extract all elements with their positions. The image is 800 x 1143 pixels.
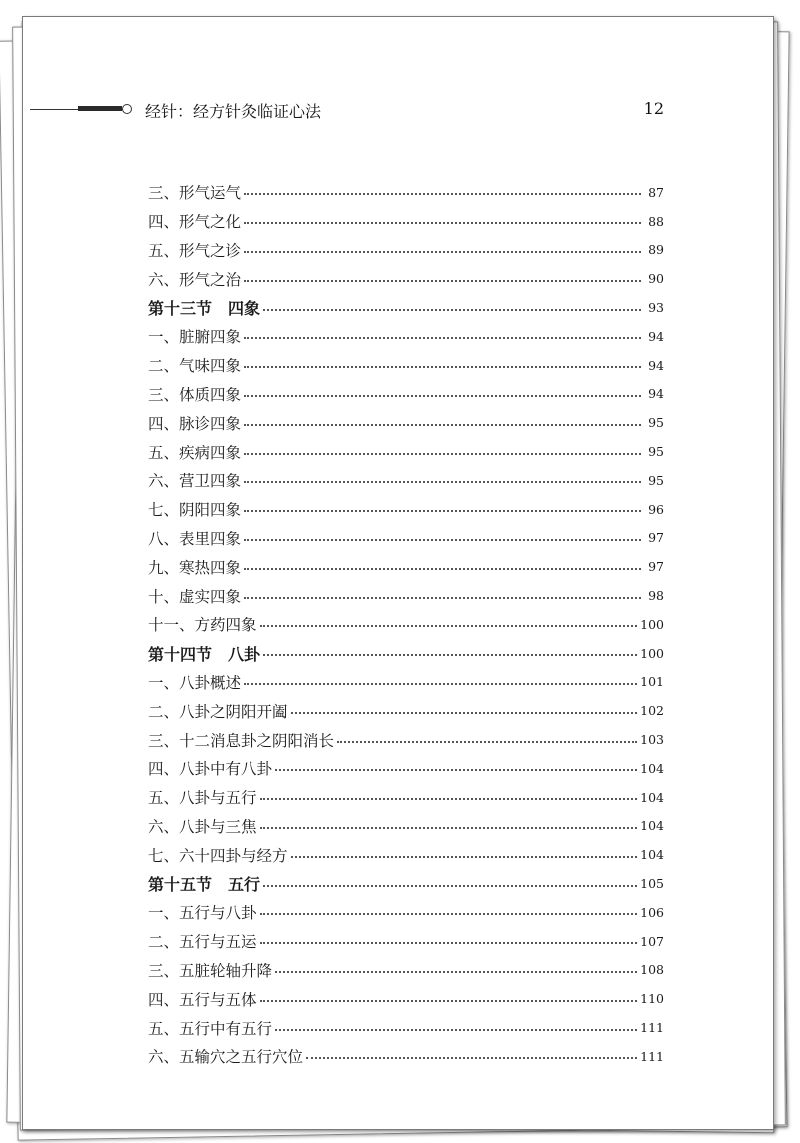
toc-entry-page: 98 bbox=[648, 588, 664, 604]
toc-entry-page: 94 bbox=[648, 357, 664, 373]
toc-leader-dots bbox=[244, 539, 641, 541]
toc-entry[interactable] bbox=[148, 840, 664, 869]
toc-entry-label: 五、八卦与五行 bbox=[148, 789, 257, 808]
toc-entry[interactable] bbox=[148, 178, 664, 207]
toc-leader-dots bbox=[244, 597, 641, 599]
toc-entry-label: 第十三节 四象 bbox=[148, 299, 261, 319]
toc-entry-label: 十一、方药四象 bbox=[148, 616, 257, 635]
table-of-contents bbox=[148, 178, 664, 1071]
toc-entry-page: 88 bbox=[648, 213, 664, 229]
toc-entry[interactable] bbox=[148, 322, 664, 351]
toc-entry-label: 二、气味四象 bbox=[148, 357, 242, 376]
running-header-title: 经针：经方针灸临证心法 bbox=[145, 102, 322, 121]
toc-leader-dots bbox=[260, 827, 638, 829]
toc-entry-label: 第十五节 五行 bbox=[148, 875, 261, 895]
toc-entry-page: 110 bbox=[640, 991, 664, 1007]
toc-entry-page: 95 bbox=[648, 415, 664, 431]
toc-entry-page: 87 bbox=[648, 184, 664, 200]
toc-leader-dots bbox=[244, 683, 637, 685]
toc-entry-page: 97 bbox=[648, 559, 664, 575]
toc-entry[interactable] bbox=[148, 725, 664, 754]
toc-entry[interactable] bbox=[148, 466, 664, 495]
toc-entry[interactable] bbox=[148, 552, 664, 581]
toc-entry-page: 111 bbox=[640, 1048, 664, 1064]
toc-entry[interactable] bbox=[148, 581, 664, 610]
toc-entry-page: 107 bbox=[640, 933, 664, 949]
toc-leader-dots bbox=[260, 913, 638, 915]
toc-section-entry[interactable] bbox=[148, 869, 664, 898]
toc-entry-label: 六、形气之治 bbox=[148, 270, 242, 289]
toc-entry-page: 90 bbox=[648, 271, 664, 287]
toc-leader-dots bbox=[244, 424, 641, 426]
toc-entry-page: 100 bbox=[640, 616, 664, 632]
toc-leader-dots bbox=[244, 251, 641, 253]
toc-entry[interactable] bbox=[148, 927, 664, 956]
toc-entry[interactable] bbox=[148, 524, 664, 553]
toc-leader-dots bbox=[244, 453, 641, 455]
toc-entry-label: 一、脏腑四象 bbox=[148, 328, 242, 347]
toc-leader-dots bbox=[263, 885, 637, 887]
toc-leader-dots bbox=[244, 337, 641, 339]
toc-leader-dots bbox=[260, 625, 638, 627]
toc-leader-dots bbox=[291, 712, 638, 714]
toc-entry-label: 三、十二消息卦之阴阳消长 bbox=[148, 731, 335, 750]
toc-section-entry[interactable] bbox=[148, 639, 664, 668]
toc-leader-dots bbox=[260, 1000, 638, 1002]
toc-entry[interactable] bbox=[148, 495, 664, 524]
toc-entry[interactable] bbox=[148, 380, 664, 409]
toc-entry-page: 106 bbox=[640, 904, 664, 920]
toc-entry-page: 103 bbox=[640, 732, 664, 748]
toc-entry-label: 十、虚实四象 bbox=[148, 587, 242, 606]
toc-entry-label: 七、六十四卦与经方 bbox=[148, 846, 288, 865]
toc-entry-label: 九、寒热四象 bbox=[148, 558, 242, 577]
toc-entry[interactable] bbox=[148, 984, 664, 1013]
toc-entry[interactable] bbox=[148, 351, 664, 380]
toc-entry[interactable] bbox=[148, 812, 664, 841]
toc-entry-label: 五、五行中有五行 bbox=[148, 1019, 273, 1038]
toc-entry[interactable] bbox=[148, 1013, 664, 1042]
toc-entry-page: 104 bbox=[640, 789, 664, 805]
toc-entry-label: 四、八卦中有八卦 bbox=[148, 760, 273, 779]
toc-entry-page: 96 bbox=[648, 501, 664, 517]
toc-leader-dots bbox=[260, 798, 638, 800]
toc-entry[interactable] bbox=[148, 437, 664, 466]
toc-entry-page: 95 bbox=[648, 472, 664, 488]
header-needle-icon bbox=[78, 106, 122, 111]
toc-leader-dots bbox=[244, 366, 641, 368]
toc-entry[interactable] bbox=[148, 264, 664, 293]
toc-entry[interactable] bbox=[148, 668, 664, 697]
toc-leader-dots bbox=[244, 193, 641, 195]
toc-leader-dots bbox=[244, 222, 641, 224]
toc-leader-dots bbox=[263, 309, 641, 311]
toc-leader-dots bbox=[275, 1029, 637, 1031]
toc-entry-page: 100 bbox=[640, 645, 664, 661]
toc-leader-dots bbox=[263, 654, 637, 656]
toc-entry-label: 四、五行与五体 bbox=[148, 990, 257, 1009]
toc-entry[interactable] bbox=[148, 783, 664, 812]
toc-leader-dots bbox=[244, 510, 641, 512]
toc-entry-page: 104 bbox=[640, 760, 664, 776]
toc-entry-page: 108 bbox=[640, 962, 664, 978]
toc-entry-page: 111 bbox=[640, 1020, 664, 1035]
toc-entry-page: 95 bbox=[648, 444, 664, 460]
toc-entry[interactable] bbox=[148, 956, 664, 985]
toc-leader-dots bbox=[244, 395, 641, 397]
toc-entry[interactable] bbox=[148, 207, 664, 236]
toc-entry-label: 第十四节 八卦 bbox=[148, 644, 261, 664]
toc-entry[interactable] bbox=[148, 898, 664, 927]
toc-entry[interactable] bbox=[148, 696, 664, 725]
toc-entry-page: 104 bbox=[640, 818, 664, 834]
toc-entry[interactable] bbox=[148, 610, 664, 639]
toc-leader-dots bbox=[244, 280, 641, 282]
page-number: 12 bbox=[643, 99, 664, 118]
toc-entry-label: 六、八卦与三焦 bbox=[148, 817, 257, 836]
toc-entry-label: 三、五脏轮轴升降 bbox=[148, 961, 273, 980]
toc-entry-label: 六、五输穴之五行穴位 bbox=[148, 1048, 304, 1067]
toc-section-entry[interactable] bbox=[148, 293, 664, 322]
toc-entry-label: 五、形气之诊 bbox=[148, 241, 242, 260]
toc-leader-dots bbox=[291, 856, 638, 858]
toc-entry-label: 三、体质四象 bbox=[148, 385, 242, 404]
toc-entry-label: 三、形气运气 bbox=[148, 184, 242, 203]
toc-entry-label: 八、表里四象 bbox=[148, 529, 242, 548]
toc-entry-page: 104 bbox=[640, 847, 664, 863]
toc-entry-page: 93 bbox=[648, 300, 664, 316]
toc-leader-dots bbox=[306, 1057, 637, 1059]
toc-leader-dots bbox=[260, 942, 638, 944]
toc-entry[interactable] bbox=[148, 408, 664, 437]
toc-entry-page: 105 bbox=[640, 876, 664, 892]
toc-entry-label: 四、脉诊四象 bbox=[148, 414, 242, 433]
toc-entry-label: 一、八卦概述 bbox=[148, 673, 242, 692]
toc-entry[interactable] bbox=[148, 1042, 664, 1071]
toc-entry-page: 102 bbox=[640, 703, 664, 719]
toc-leader-dots bbox=[244, 481, 641, 483]
toc-entry[interactable] bbox=[148, 754, 664, 783]
toc-entry-page: 101 bbox=[640, 674, 664, 690]
toc-entry-label: 七、阴阳四象 bbox=[148, 501, 242, 520]
toc-leader-dots bbox=[337, 741, 637, 743]
header-circle-icon bbox=[122, 104, 132, 114]
toc-entry-page: 94 bbox=[648, 328, 664, 344]
toc-entry-page: 97 bbox=[648, 530, 664, 546]
toc-entry-label: 五、疾病四象 bbox=[148, 443, 242, 462]
toc-leader-dots bbox=[244, 568, 641, 570]
toc-entry-label: 六、营卫四象 bbox=[148, 472, 242, 491]
toc-leader-dots bbox=[275, 971, 637, 973]
toc-entry-label: 四、形气之化 bbox=[148, 213, 242, 232]
toc-entry-label: 二、八卦之阴阳开阖 bbox=[148, 702, 288, 721]
toc-leader-dots bbox=[275, 769, 637, 771]
toc-entry-page: 94 bbox=[648, 386, 664, 402]
toc-entry[interactable] bbox=[148, 236, 664, 265]
toc-entry-page: 89 bbox=[648, 242, 664, 258]
toc-entry-label: 一、五行与八卦 bbox=[148, 904, 257, 923]
toc-entry-label: 二、五行与五运 bbox=[148, 933, 257, 952]
